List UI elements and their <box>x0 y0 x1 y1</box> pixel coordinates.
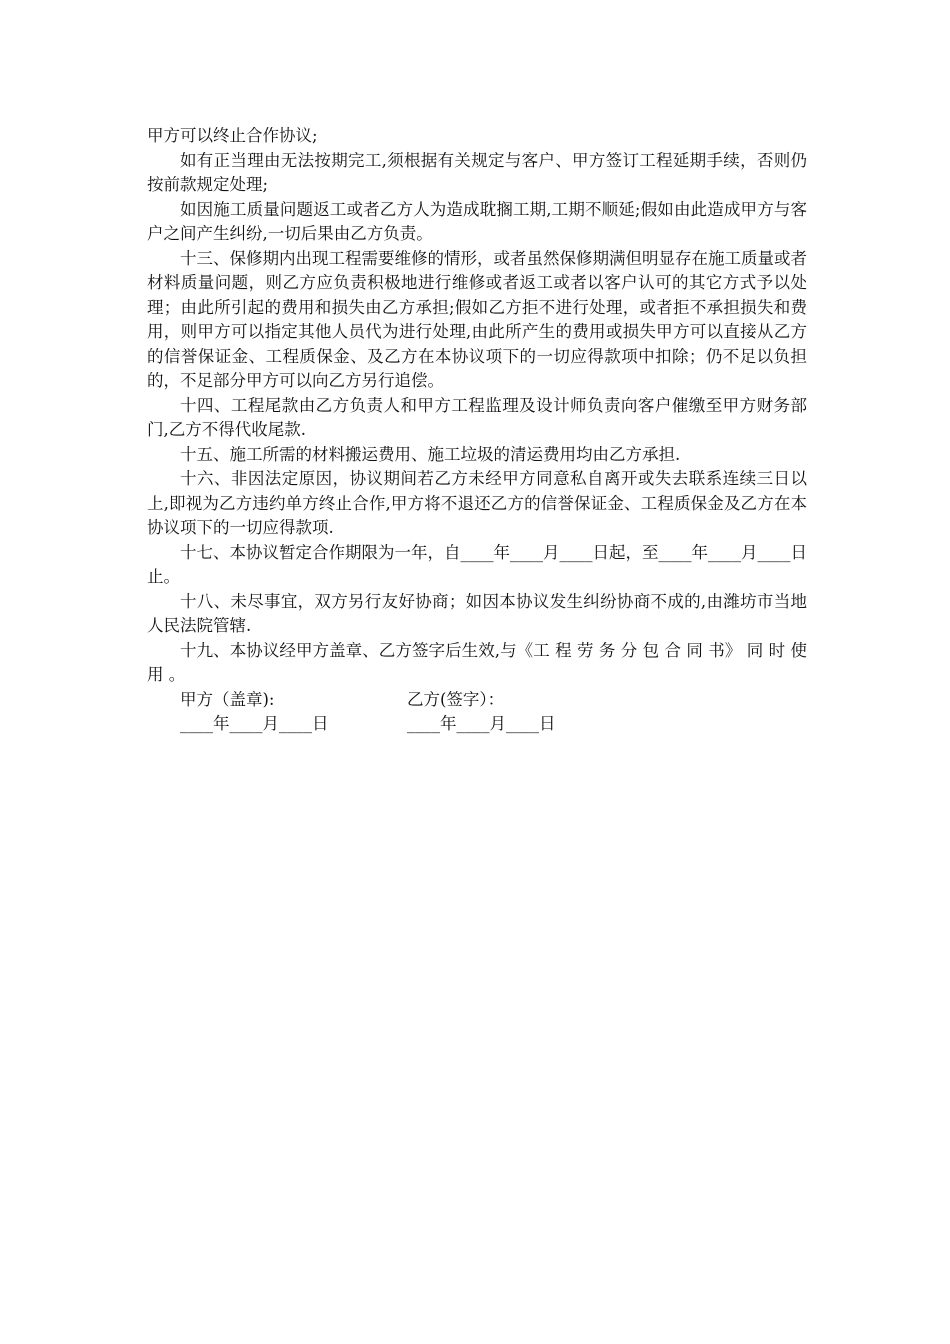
signature-dates-row <box>147 712 807 737</box>
party-b-label: 乙方(签字）： <box>407 689 505 709</box>
paragraph-termination: 甲方可以终止合作协议; <box>147 126 318 145</box>
party-a-date: ____年____月____日 <box>180 714 329 733</box>
paragraph-clause-19: 十九、本协议经甲方盖章、乙方签字后生效,与《工 程 劳 务 分 包 合 同 书》 同 时 使 用 。 <box>147 640 807 684</box>
paragraph-clause-18: 十八、未尽事宜，双方另行友好协商；如因本协议发生纠纷协商不成的,由潍坊市当地人民法院管辖. <box>147 591 807 635</box>
party-b-date: ____年____月____日 <box>407 714 556 733</box>
paragraph-rework: 如因施工质量问题返工或者乙方人为造成耽搁工期,工期不顺延;假如由此造成甲方与客户之间产生纠纷,一切后果由乙方负责。 <box>147 199 807 243</box>
paragraph-clause-13: 十三、保修期内出现工程需要维修的情形，或者虽然保修期满但明显存在施工质量或者材料质量问题，则乙方应负责积极地进行维修或者返工或者以客户认可的其它方式予以处理；由此所引起的费用和损失由乙方承担;假如乙方拒不进行处理，或者拒不承担损失和费用，则甲方可以指定其他人员代为进行处理,由此所产生的费用或损失甲方可以直接从乙方的信誉保证金、工程质保金、及乙方在本协议项下的一切应得款项中扣除；仍不足以负担的，不足部分甲方可以向乙方另行追偿。 <box>147 248 807 390</box>
paragraph-clause-17: 十七、本协议暂定合作期限为一年，自____年____月____日起，至____年____月____日止。 <box>147 542 807 586</box>
paragraph-clause-16: 十六、非因法定原因，协议期间若乙方未经甲方同意私自离开或失去联系连续三日以上,即视为乙方违约单方终止合作,甲方将不退还乙方的信誉保证金、工程质保金及乙方在本协议项下的一切应得款项. <box>147 469 807 537</box>
signature-labels-row <box>147 688 807 713</box>
paragraph-clause-14: 十四、工程尾款由乙方负责人和甲方工程监理及设计师负责向客户催缴至甲方财务部门,乙方不得代收尾款. <box>147 395 807 439</box>
paragraph-extension: 如有正当理由无法按期完工,须根据有关规定与客户、甲方签订工程延期手续，否则仍按前款规定处理; <box>147 150 807 194</box>
document-body <box>147 124 807 737</box>
party-a-label: 甲方（盖章): <box>180 689 275 709</box>
paragraph-clause-15: 十五、施工所需的材料搬运费用、施工垃圾的清运费用均由乙方承担. <box>180 444 681 464</box>
